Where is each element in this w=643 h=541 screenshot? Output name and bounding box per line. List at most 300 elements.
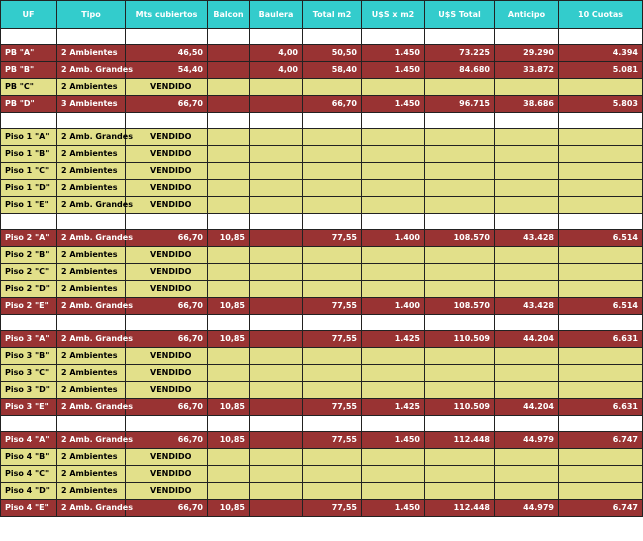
cell-baulera: 4,00	[250, 45, 303, 62]
empty-cell	[495, 466, 559, 483]
empty-cell	[362, 416, 425, 432]
empty-cell	[425, 146, 495, 163]
empty-cell	[362, 129, 425, 146]
empty-cell	[250, 365, 303, 382]
cell-uf: Piso 4 "B"	[1, 449, 57, 466]
cell-total-m2: 77,55	[303, 230, 362, 247]
empty-cell	[495, 365, 559, 382]
cell-balcon: 10,85	[208, 331, 250, 348]
empty-cell	[559, 113, 643, 129]
cell-baulera	[250, 331, 303, 348]
empty-cell	[495, 113, 559, 129]
cell-usd-total: 96.715	[425, 96, 495, 113]
cell-anticipo: 29.290	[495, 45, 559, 62]
cell-usd-per-m2: 1.450	[362, 432, 425, 449]
cell-tipo: 2 Amb. Grandes	[57, 331, 126, 348]
empty-cell	[1, 214, 57, 230]
empty-cell	[208, 483, 250, 500]
empty-cell	[303, 197, 362, 214]
spacer-row	[1, 29, 643, 45]
empty-cell	[208, 247, 250, 264]
empty-cell	[362, 466, 425, 483]
cell-anticipo: 44.979	[495, 500, 559, 517]
empty-cell	[362, 348, 425, 365]
cell-mts-cubiertos: 66,70	[126, 399, 208, 416]
empty-cell	[495, 79, 559, 96]
empty-cell	[425, 180, 495, 197]
empty-cell	[495, 264, 559, 281]
cell-uf: Piso 3 "D"	[1, 382, 57, 399]
empty-cell	[126, 113, 208, 129]
empty-cell	[250, 382, 303, 399]
empty-cell	[208, 348, 250, 365]
table-row-available	[1, 230, 643, 247]
empty-cell	[425, 365, 495, 382]
empty-cell	[495, 382, 559, 399]
empty-cell	[208, 180, 250, 197]
empty-cell	[303, 416, 362, 432]
empty-cell	[362, 79, 425, 96]
cell-uf: Piso 2 "C"	[1, 264, 57, 281]
spacer-row	[1, 416, 643, 432]
cell-tipo: 2 Ambientes	[57, 382, 126, 399]
empty-cell	[559, 483, 643, 500]
empty-cell	[495, 449, 559, 466]
cell-tipo: 2 Ambientes	[57, 466, 126, 483]
cell-usd-total: 73.225	[425, 45, 495, 62]
empty-cell	[495, 348, 559, 365]
cell-10-cuotas: 4.394	[559, 45, 643, 62]
empty-cell	[495, 29, 559, 45]
empty-cell	[250, 197, 303, 214]
empty-cell	[208, 214, 250, 230]
cell-uf: Piso 1 "C"	[1, 163, 57, 180]
cell-anticipo: 44.979	[495, 432, 559, 449]
empty-cell	[425, 79, 495, 96]
cell-balcon	[208, 62, 250, 79]
cell-usd-per-m2: 1.450	[362, 96, 425, 113]
empty-cell	[303, 113, 362, 129]
cell-uf: Piso 2 "B"	[1, 247, 57, 264]
empty-cell	[250, 129, 303, 146]
spacer-row	[1, 113, 643, 129]
cell-10-cuotas: 6.631	[559, 399, 643, 416]
empty-cell	[495, 129, 559, 146]
empty-cell	[425, 281, 495, 298]
empty-cell	[425, 247, 495, 264]
empty-cell	[250, 214, 303, 230]
empty-cell	[303, 79, 362, 96]
empty-cell	[208, 29, 250, 45]
cell-baulera	[250, 298, 303, 315]
empty-cell	[1, 416, 57, 432]
spacer-row	[1, 214, 643, 230]
empty-cell	[303, 180, 362, 197]
table-row-sold	[1, 449, 643, 466]
cell-usd-per-m2: 1.400	[362, 298, 425, 315]
empty-cell	[559, 146, 643, 163]
empty-cell	[362, 113, 425, 129]
cell-baulera	[250, 432, 303, 449]
empty-cell	[495, 163, 559, 180]
header-anticipo: Anticipo	[495, 1, 559, 29]
header-tipo: Tipo	[57, 1, 126, 29]
header-mts-cubiertos: Mts cubiertos	[126, 1, 208, 29]
cell-total-m2: 77,55	[303, 331, 362, 348]
cell-anticipo: 33.872	[495, 62, 559, 79]
header-balcon: Balcon	[208, 1, 250, 29]
empty-cell	[559, 129, 643, 146]
cell-mts-cubiertos: 66,70	[126, 96, 208, 113]
table-row-available	[1, 399, 643, 416]
table-row-sold	[1, 79, 643, 96]
empty-cell	[208, 129, 250, 146]
cell-anticipo: 44.204	[495, 399, 559, 416]
empty-cell	[126, 416, 208, 432]
table-row-sold	[1, 146, 643, 163]
table-row-available	[1, 45, 643, 62]
empty-cell	[559, 29, 643, 45]
status-sold: VENDIDO	[126, 79, 208, 96]
header-10-cuotas: 10 Cuotas	[559, 1, 643, 29]
empty-cell	[250, 416, 303, 432]
empty-cell	[425, 163, 495, 180]
cell-10-cuotas: 6.747	[559, 432, 643, 449]
empty-cell	[208, 197, 250, 214]
empty-cell	[559, 163, 643, 180]
cell-mts-cubiertos: 66,70	[126, 298, 208, 315]
empty-cell	[208, 416, 250, 432]
cell-balcon: 10,85	[208, 298, 250, 315]
table-row-sold	[1, 466, 643, 483]
cell-balcon: 10,85	[208, 500, 250, 517]
empty-cell	[303, 382, 362, 399]
empty-cell	[208, 466, 250, 483]
cell-anticipo: 43.428	[495, 230, 559, 247]
cell-baulera	[250, 500, 303, 517]
cell-tipo: 2 Ambientes	[57, 163, 126, 180]
empty-cell	[495, 247, 559, 264]
empty-cell	[303, 247, 362, 264]
empty-cell	[303, 348, 362, 365]
empty-cell	[559, 466, 643, 483]
empty-cell	[126, 29, 208, 45]
empty-cell	[208, 163, 250, 180]
header-baulera: Baulera	[250, 1, 303, 29]
empty-cell	[57, 113, 126, 129]
cell-total-m2: 50,50	[303, 45, 362, 62]
cell-10-cuotas: 5.081	[559, 62, 643, 79]
table-row-available	[1, 298, 643, 315]
cell-baulera	[250, 96, 303, 113]
cell-total-m2: 77,55	[303, 399, 362, 416]
cell-mts-cubiertos: 66,70	[126, 500, 208, 517]
empty-cell	[495, 146, 559, 163]
cell-usd-total: 110.509	[425, 399, 495, 416]
empty-cell	[303, 281, 362, 298]
table-body	[1, 29, 643, 517]
empty-cell	[425, 29, 495, 45]
empty-cell	[250, 281, 303, 298]
empty-cell	[362, 214, 425, 230]
status-sold: VENDIDO	[126, 348, 208, 365]
empty-cell	[250, 113, 303, 129]
header-usd-per-m2: U$S x m2	[362, 1, 425, 29]
empty-cell	[303, 163, 362, 180]
table-row-available	[1, 62, 643, 79]
empty-cell	[250, 483, 303, 500]
empty-cell	[559, 281, 643, 298]
empty-cell	[208, 382, 250, 399]
cell-balcon: 10,85	[208, 230, 250, 247]
empty-cell	[362, 315, 425, 331]
cell-usd-per-m2: 1.400	[362, 230, 425, 247]
cell-uf: Piso 3 "C"	[1, 365, 57, 382]
empty-cell	[250, 163, 303, 180]
empty-cell	[250, 180, 303, 197]
empty-cell	[425, 416, 495, 432]
empty-cell	[495, 281, 559, 298]
cell-uf: Piso 2 "D"	[1, 281, 57, 298]
empty-cell	[495, 197, 559, 214]
cell-tipo: 2 Ambientes	[57, 79, 126, 96]
cell-mts-cubiertos: 66,70	[126, 331, 208, 348]
status-sold: VENDIDO	[126, 382, 208, 399]
empty-cell	[362, 264, 425, 281]
empty-cell	[208, 113, 250, 129]
empty-cell	[362, 146, 425, 163]
empty-cell	[559, 382, 643, 399]
cell-usd-per-m2: 1.450	[362, 45, 425, 62]
empty-cell	[362, 449, 425, 466]
cell-usd-total: 112.448	[425, 432, 495, 449]
empty-cell	[495, 315, 559, 331]
cell-mts-cubiertos: 66,70	[126, 432, 208, 449]
empty-cell	[425, 197, 495, 214]
cell-uf: Piso 3 "E"	[1, 399, 57, 416]
cell-anticipo: 44.204	[495, 331, 559, 348]
cell-10-cuotas: 6.514	[559, 230, 643, 247]
cell-usd-per-m2: 1.425	[362, 399, 425, 416]
cell-usd-total: 112.448	[425, 500, 495, 517]
empty-cell	[250, 146, 303, 163]
cell-tipo: 2 Ambientes	[57, 281, 126, 298]
table-row-sold	[1, 281, 643, 298]
table-row-available	[1, 96, 643, 113]
cell-uf: Piso 4 "E"	[1, 500, 57, 517]
cell-mts-cubiertos: 54,40	[126, 62, 208, 79]
empty-cell	[425, 113, 495, 129]
status-sold: VENDIDO	[126, 264, 208, 281]
cell-10-cuotas: 6.747	[559, 500, 643, 517]
cell-uf: Piso 2 "A"	[1, 230, 57, 247]
empty-cell	[303, 483, 362, 500]
empty-cell	[303, 315, 362, 331]
empty-cell	[1, 315, 57, 331]
cell-tipo: 2 Amb. Grandes	[57, 230, 126, 247]
empty-cell	[425, 466, 495, 483]
empty-cell	[559, 214, 643, 230]
status-sold: VENDIDO	[126, 163, 208, 180]
table-row-sold	[1, 348, 643, 365]
cell-total-m2: 58,40	[303, 62, 362, 79]
table-row-sold	[1, 382, 643, 399]
cell-total-m2: 77,55	[303, 432, 362, 449]
header-uf: UF	[1, 1, 57, 29]
empty-cell	[1, 29, 57, 45]
status-sold: VENDIDO	[126, 281, 208, 298]
empty-cell	[303, 466, 362, 483]
cell-tipo: 2 Ambientes	[57, 264, 126, 281]
table-row-sold	[1, 129, 643, 146]
empty-cell	[425, 214, 495, 230]
table-row-sold	[1, 180, 643, 197]
cell-tipo: 2 Amb. Grandes	[57, 197, 126, 214]
cell-total-m2: 77,55	[303, 500, 362, 517]
empty-cell	[303, 146, 362, 163]
status-sold: VENDIDO	[126, 466, 208, 483]
empty-cell	[495, 180, 559, 197]
status-sold: VENDIDO	[126, 483, 208, 500]
cell-10-cuotas: 5.803	[559, 96, 643, 113]
cell-baulera	[250, 230, 303, 247]
table-row-sold	[1, 483, 643, 500]
empty-cell	[559, 247, 643, 264]
empty-cell	[303, 365, 362, 382]
cell-baulera	[250, 399, 303, 416]
empty-cell	[559, 180, 643, 197]
empty-cell	[250, 466, 303, 483]
empty-cell	[303, 449, 362, 466]
empty-cell	[57, 416, 126, 432]
cell-uf: Piso 4 "D"	[1, 483, 57, 500]
cell-tipo: 2 Ambientes	[57, 247, 126, 264]
cell-uf: Piso 1 "E"	[1, 197, 57, 214]
cell-tipo: 2 Amb. Grandes	[57, 129, 126, 146]
cell-usd-total: 84.680	[425, 62, 495, 79]
empty-cell	[208, 146, 250, 163]
cell-anticipo: 43.428	[495, 298, 559, 315]
table-row-sold	[1, 247, 643, 264]
empty-cell	[250, 29, 303, 45]
cell-total-m2: 66,70	[303, 96, 362, 113]
empty-cell	[57, 29, 126, 45]
empty-cell	[425, 129, 495, 146]
table-row-sold	[1, 197, 643, 214]
cell-tipo: 2 Amb. Grandes	[57, 500, 126, 517]
empty-cell	[250, 247, 303, 264]
empty-cell	[495, 483, 559, 500]
cell-uf: PB "B"	[1, 62, 57, 79]
cell-uf: PB "D"	[1, 96, 57, 113]
empty-cell	[425, 315, 495, 331]
status-sold: VENDIDO	[126, 197, 208, 214]
empty-cell	[208, 264, 250, 281]
empty-cell	[303, 129, 362, 146]
cell-mts-cubiertos: 66,70	[126, 230, 208, 247]
empty-cell	[495, 416, 559, 432]
cell-10-cuotas: 6.631	[559, 331, 643, 348]
empty-cell	[303, 214, 362, 230]
cell-usd-per-m2: 1.450	[362, 500, 425, 517]
empty-cell	[559, 264, 643, 281]
cell-usd-total: 108.570	[425, 230, 495, 247]
empty-cell	[425, 264, 495, 281]
empty-cell	[425, 483, 495, 500]
cell-tipo: 2 Amb. Grandes	[57, 399, 126, 416]
empty-cell	[362, 247, 425, 264]
empty-cell	[362, 382, 425, 399]
cell-total-m2: 77,55	[303, 298, 362, 315]
cell-uf: Piso 3 "B"	[1, 348, 57, 365]
empty-cell	[425, 348, 495, 365]
status-sold: VENDIDO	[126, 365, 208, 382]
cell-uf: Piso 4 "A"	[1, 432, 57, 449]
table-row-sold	[1, 264, 643, 281]
cell-uf: Piso 1 "B"	[1, 146, 57, 163]
cell-tipo: 2 Amb. Grandes	[57, 62, 126, 79]
empty-cell	[559, 79, 643, 96]
empty-cell	[559, 315, 643, 331]
empty-cell	[362, 163, 425, 180]
empty-cell	[208, 449, 250, 466]
table-row-sold	[1, 163, 643, 180]
cell-balcon: 10,85	[208, 432, 250, 449]
cell-tipo: 2 Ambientes	[57, 365, 126, 382]
table-row-available	[1, 432, 643, 449]
cell-balcon	[208, 96, 250, 113]
header-total-m2: Total m2	[303, 1, 362, 29]
empty-cell	[250, 79, 303, 96]
cell-uf: PB "C"	[1, 79, 57, 96]
empty-cell	[495, 214, 559, 230]
cell-tipo: 2 Amb. Grandes	[57, 432, 126, 449]
cell-uf: Piso 1 "A"	[1, 129, 57, 146]
cell-uf: Piso 3 "A"	[1, 331, 57, 348]
empty-cell	[208, 79, 250, 96]
empty-cell	[559, 449, 643, 466]
table-row-available	[1, 331, 643, 348]
empty-cell	[250, 264, 303, 281]
spacer-row	[1, 315, 643, 331]
status-sold: VENDIDO	[126, 180, 208, 197]
status-sold: VENDIDO	[126, 146, 208, 163]
empty-cell	[126, 315, 208, 331]
empty-cell	[362, 197, 425, 214]
empty-cell	[559, 197, 643, 214]
empty-cell	[362, 29, 425, 45]
cell-tipo: 3 Ambientes	[57, 96, 126, 113]
status-sold: VENDIDO	[126, 247, 208, 264]
empty-cell	[57, 315, 126, 331]
cell-tipo: 2 Ambientes	[57, 45, 126, 62]
empty-cell	[57, 214, 126, 230]
cell-10-cuotas: 6.514	[559, 298, 643, 315]
cell-balcon: 10,85	[208, 399, 250, 416]
empty-cell	[362, 281, 425, 298]
empty-cell	[250, 348, 303, 365]
cell-tipo: 2 Amb. Grandes	[57, 298, 126, 315]
cell-tipo: 2 Ambientes	[57, 146, 126, 163]
empty-cell	[425, 449, 495, 466]
empty-cell	[303, 29, 362, 45]
header-usd-total: U$S Total	[425, 1, 495, 29]
empty-cell	[208, 281, 250, 298]
cell-anticipo: 38.686	[495, 96, 559, 113]
empty-cell	[559, 365, 643, 382]
cell-tipo: 2 Ambientes	[57, 348, 126, 365]
status-sold: VENDIDO	[126, 449, 208, 466]
